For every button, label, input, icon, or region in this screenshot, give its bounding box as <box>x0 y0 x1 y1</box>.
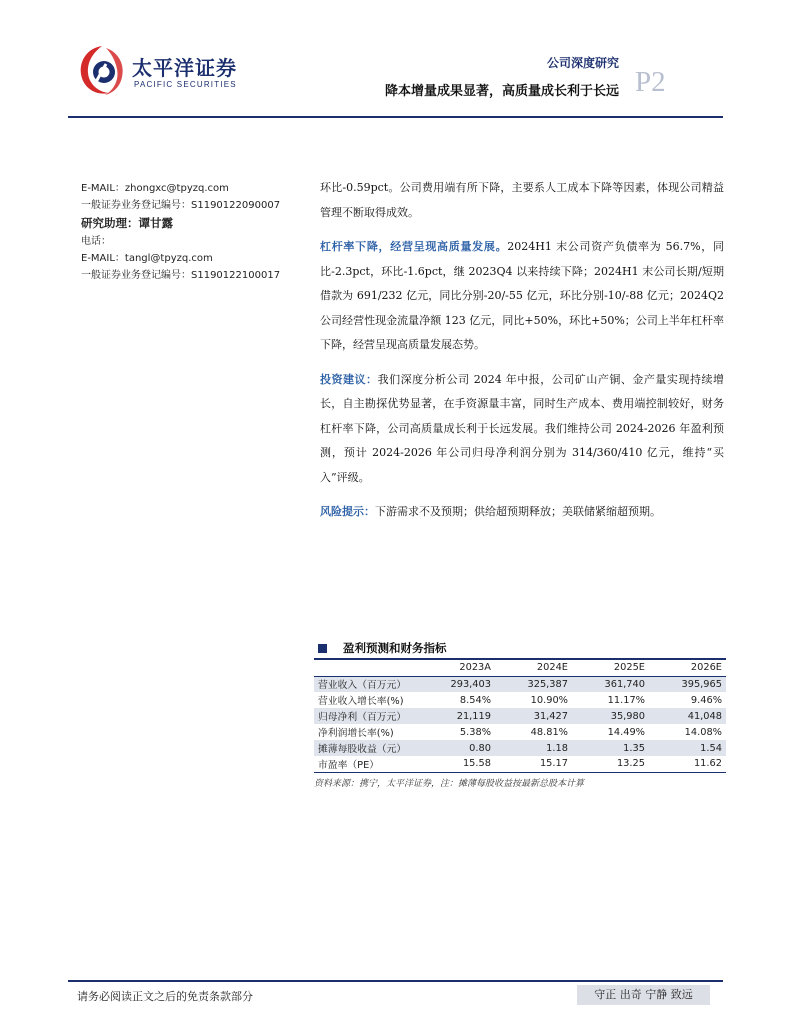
table-cell: 5.38% <box>418 724 495 740</box>
table-cell: 1.54 <box>649 740 726 756</box>
table-row <box>314 724 726 740</box>
column-header: 2026E <box>649 660 726 676</box>
table-cell: 11.17% <box>572 692 649 708</box>
table-row <box>314 740 726 756</box>
row-label: 营业收入增长率(%) <box>314 692 418 708</box>
table-cell: 395,965 <box>649 676 726 692</box>
column-header: 2023A <box>418 660 495 676</box>
table-cell: 15.58 <box>418 756 495 772</box>
table-cell: 1.18 <box>495 740 572 756</box>
header-divider <box>68 116 723 118</box>
table-row <box>314 708 726 724</box>
table-cell: 8.54% <box>418 692 495 708</box>
analyst-cert-number: 一般证券业务登记编号：S1190122090007 <box>81 200 281 211</box>
table-cell: 48.81% <box>495 724 572 740</box>
header-cell-empty <box>314 660 418 676</box>
table-cell: 41,048 <box>649 708 726 724</box>
table-cell: 13.25 <box>572 756 649 772</box>
research-assistant: 研究助理：谭甘露 <box>81 216 173 230</box>
report-title: 降本增量成果显著，高质量成长利于长远 <box>384 84 619 99</box>
financial-table <box>314 660 726 773</box>
assistant-phone: 电话： <box>81 236 111 247</box>
pacific-securities-logo-icon <box>76 42 128 98</box>
table-cell: 325,387 <box>495 676 572 692</box>
column-header: 2025E <box>572 660 649 676</box>
table-header-row <box>314 660 726 676</box>
table-cell: 10.90% <box>495 692 572 708</box>
row-label: 营业收入（百万元） <box>314 676 418 692</box>
column-header: 2024E <box>495 660 572 676</box>
table-cell: 14.08% <box>649 724 726 740</box>
table-cell: 14.49% <box>572 724 649 740</box>
paragraph-lead: 投资建议： <box>320 372 378 386</box>
table-cell: 11.62 <box>649 756 726 772</box>
page-number: P2 <box>635 66 666 98</box>
table-row <box>314 676 726 692</box>
paragraph-expenses <box>320 176 724 225</box>
report-type: 公司深度研究 <box>546 56 619 70</box>
analyst-info <box>81 180 311 284</box>
table-cell: 1.35 <box>572 740 649 756</box>
paragraph-text: 下游需求不及预期；供给超预期释放；美联储紧缩超预期。 <box>375 505 661 518</box>
table-row <box>314 756 726 772</box>
row-label: 市盈率（PE） <box>314 756 418 772</box>
table-cell: 31,427 <box>495 708 572 724</box>
paragraph-leverage <box>320 235 724 358</box>
bullet-square-icon <box>318 644 327 653</box>
paragraph-text: 我们深度分析公司 2024 年中报，公司矿山产铜、金产量实现持续增长，自主勘探优势显著，在手资源量丰富，同时生产成本、费用端控制较好，财务杠杆率下降，公司高质量成长利于长远发展。我们维持公司 2024-2026 年盈利预测，预计 2024-2026 年公司归母净利润分别为 314/360/410 亿元，维持“买入”评级。 <box>320 372 724 484</box>
assistant-email: E-MAIL：tangl@tpyzq.com <box>81 253 213 264</box>
table-cell: 361,740 <box>572 676 649 692</box>
paragraph-risk-warning <box>320 500 724 525</box>
row-label: 归母净利（百万元） <box>314 708 418 724</box>
row-label: 摊薄每股收益（元） <box>314 740 418 756</box>
paragraph-text: 环比-0.59pct。公司费用端有所下降，主要系人工成本下降等因素，体现公司精益管理不断取得成效。 <box>320 181 724 219</box>
report-body <box>320 176 724 535</box>
table-cell: 21,119 <box>418 708 495 724</box>
table-cell: 9.46% <box>649 692 726 708</box>
paragraph-lead: 杠杆率下降，经营呈现高质量发展。 <box>320 240 508 253</box>
table-cell: 293,403 <box>418 676 495 692</box>
assistant-cert-number: 一般证券业务登记编号：S1190122100017 <box>81 270 281 281</box>
company-logo <box>76 42 236 102</box>
paragraph-lead: 风险提示： <box>320 505 375 518</box>
table-row <box>314 692 726 708</box>
paragraph-text: 2024H1 末公司资产负债率为 56.7%，同比-2.3pct，环比-1.6pct，继 2023Q4 以来持续下降；2024H1 末公司长期/短期借款为 691/232 亿元，同比分别-20/-55 亿元，环比分别-10/-88 亿元；2024Q2 公司经营性现金流量净额 123 亿元，同比+50%，环比+50%；公司上半年杠杆率下降，经营呈现高质量发展态势。 <box>320 240 724 351</box>
table-source-note: 资料来源：携宁，太平洋证券，注：摊薄每股收益按最新总股本计算 <box>314 778 585 789</box>
table-cell: 35,980 <box>572 708 649 724</box>
footer-divider <box>68 980 723 982</box>
logo-chinese-name: 太平洋证券 <box>132 56 237 80</box>
table-cell: 0.80 <box>418 740 495 756</box>
table-title: 盈利预测和财务指标 <box>343 641 447 655</box>
logo-english-name: PACIFIC SECURITIES <box>134 80 237 89</box>
footer-motto: 守正 出奇 宁静 致远 <box>577 985 710 1005</box>
analyst-email: E-MAIL：zhongxc@tpyzq.com <box>81 183 229 194</box>
table-header <box>314 640 726 656</box>
earnings-forecast-table <box>314 640 726 789</box>
footer-disclaimer: 请务必阅读正文之后的免责条款部分 <box>77 990 253 1003</box>
row-label: 净利润增长率(%) <box>314 724 418 740</box>
paragraph-investment-advice <box>320 368 724 491</box>
table-cell: 15.17 <box>495 756 572 772</box>
